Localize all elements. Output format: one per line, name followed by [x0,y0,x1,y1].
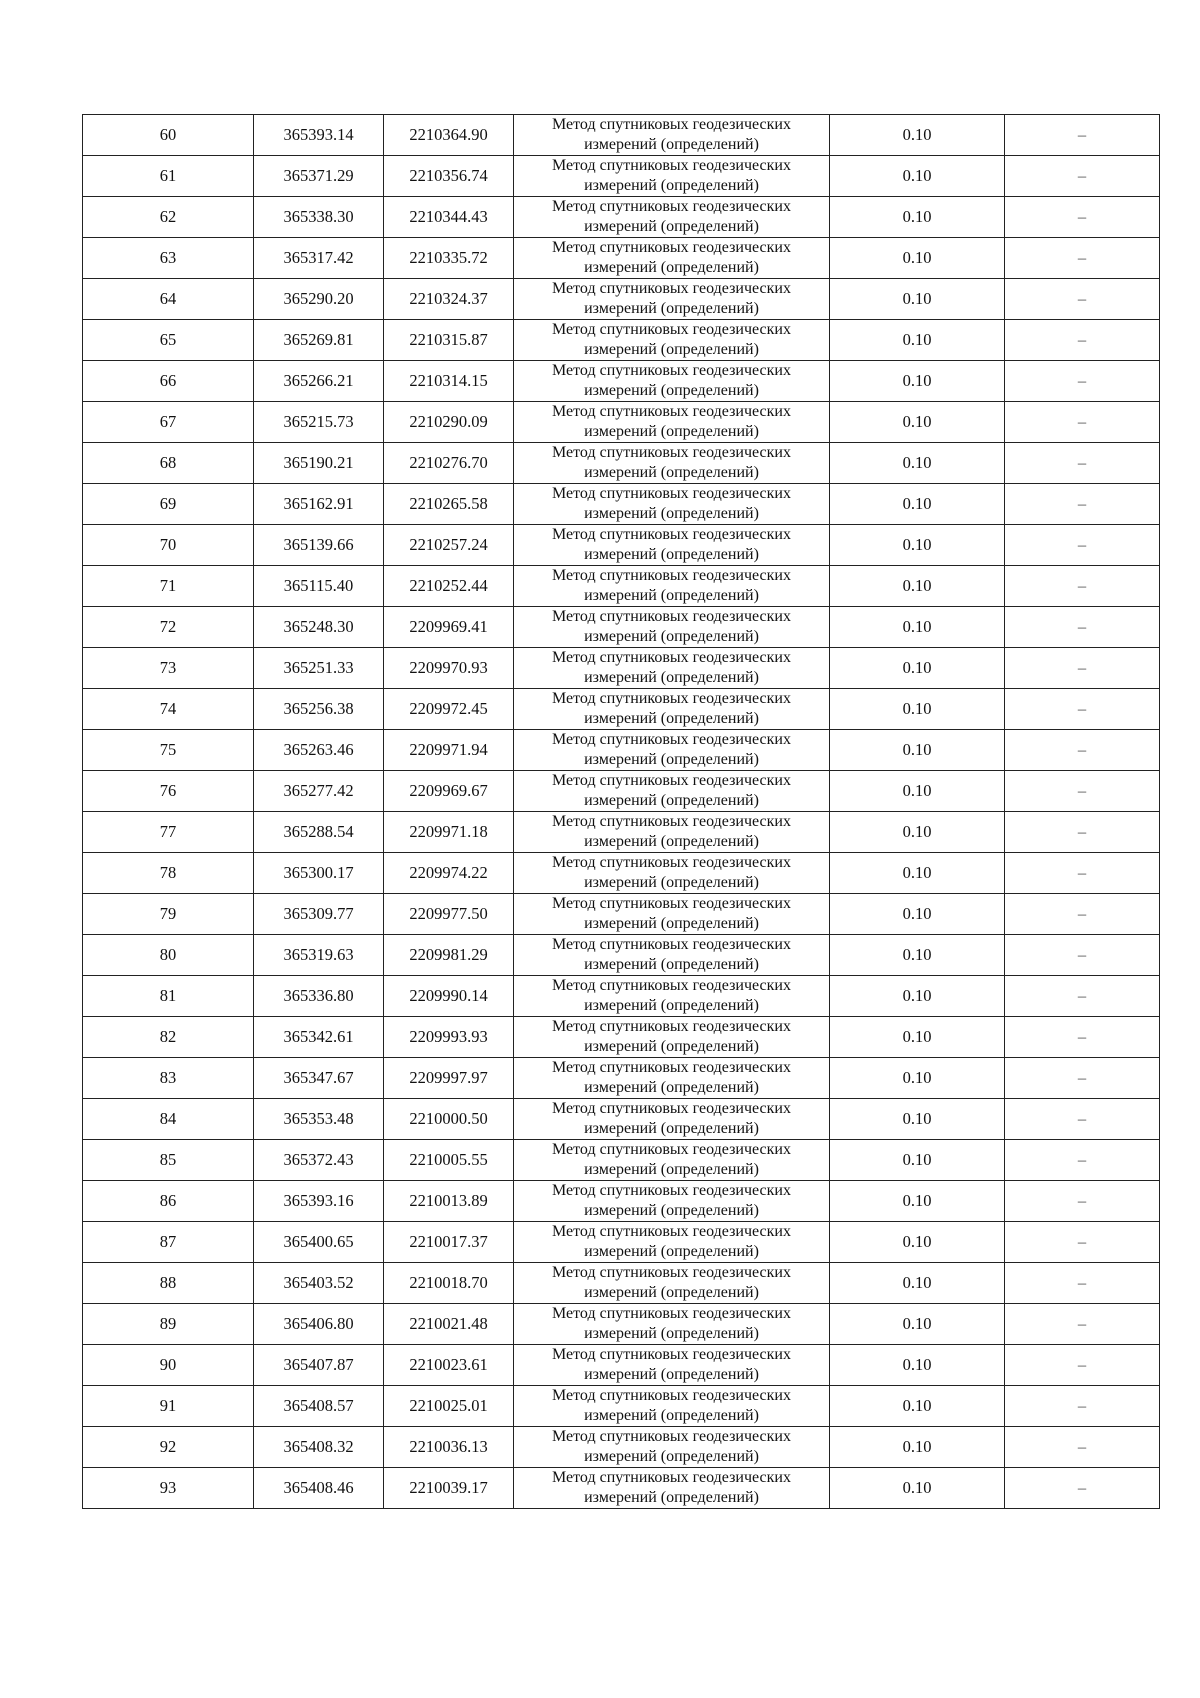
table-row [83,1345,1160,1386]
point-number-cell: 90 [83,1345,254,1386]
x-coordinate-cell: 365393.16 [254,1181,384,1222]
method-cell: Метод спутниковых геодезических измерений (определений) [514,771,830,812]
table-row [83,1386,1160,1427]
note-cell: – [1005,525,1160,566]
table-row [83,607,1160,648]
point-number-cell: 80 [83,935,254,976]
point-number-cell: 88 [83,1263,254,1304]
y-coordinate-cell: 2210364.90 [384,115,514,156]
point-number-cell: 62 [83,197,254,238]
method-cell: Метод спутниковых геодезических измерений (определений) [514,156,830,197]
point-number-cell: 92 [83,1427,254,1468]
accuracy-cell: 0.10 [830,484,1005,525]
method-cell: Метод спутниковых геодезических измерений (определений) [514,484,830,525]
method-cell: Метод спутниковых геодезических измерений (определений) [514,730,830,771]
note-cell: – [1005,1345,1160,1386]
method-cell: Метод спутниковых геодезических измерений (определений) [514,1468,830,1509]
accuracy-cell: 0.10 [830,1304,1005,1345]
x-coordinate-cell: 365408.46 [254,1468,384,1509]
y-coordinate-cell: 2210314.15 [384,361,514,402]
point-number-cell: 83 [83,1058,254,1099]
table-row [83,484,1160,525]
y-coordinate-cell: 2210039.17 [384,1468,514,1509]
table-row [83,812,1160,853]
method-cell: Метод спутниковых геодезических измерений (определений) [514,566,830,607]
note-cell: – [1005,1099,1160,1140]
accuracy-cell: 0.10 [830,156,1005,197]
note-cell: – [1005,279,1160,320]
point-number-cell: 86 [83,1181,254,1222]
y-coordinate-cell: 2210023.61 [384,1345,514,1386]
point-number-cell: 72 [83,607,254,648]
note-cell: – [1005,156,1160,197]
method-cell: Метод спутниковых геодезических измерений (определений) [514,320,830,361]
table-row [83,115,1160,156]
y-coordinate-cell: 2209971.18 [384,812,514,853]
note-cell: – [1005,320,1160,361]
method-cell: Метод спутниковых геодезических измерений (определений) [514,894,830,935]
x-coordinate-cell: 365309.77 [254,894,384,935]
y-coordinate-cell: 2210344.43 [384,197,514,238]
y-coordinate-cell: 2210018.70 [384,1263,514,1304]
method-cell: Метод спутниковых геодезических измерений (определений) [514,935,830,976]
accuracy-cell: 0.10 [830,1140,1005,1181]
x-coordinate-cell: 365215.73 [254,402,384,443]
table-row [83,1017,1160,1058]
accuracy-cell: 0.10 [830,976,1005,1017]
x-coordinate-cell: 365338.30 [254,197,384,238]
note-cell: – [1005,361,1160,402]
accuracy-cell: 0.10 [830,771,1005,812]
method-cell: Метод спутниковых геодезических измерений (определений) [514,1222,830,1263]
point-number-cell: 76 [83,771,254,812]
point-number-cell: 79 [83,894,254,935]
accuracy-cell: 0.10 [830,1058,1005,1099]
accuracy-cell: 0.10 [830,1386,1005,1427]
point-number-cell: 91 [83,1386,254,1427]
table-row [83,238,1160,279]
y-coordinate-cell: 2209970.93 [384,648,514,689]
method-cell: Метод спутниковых геодезических измерений (определений) [514,648,830,689]
accuracy-cell: 0.10 [830,197,1005,238]
point-number-cell: 73 [83,648,254,689]
method-cell: Метод спутниковых геодезических измерений (определений) [514,115,830,156]
note-cell: – [1005,443,1160,484]
method-cell: Метод спутниковых геодезических измерений (определений) [514,1017,830,1058]
y-coordinate-cell: 2209969.67 [384,771,514,812]
method-cell: Метод спутниковых геодезических измерений (определений) [514,1427,830,1468]
x-coordinate-cell: 365290.20 [254,279,384,320]
method-cell: Метод спутниковых геодезических измерений (определений) [514,853,830,894]
note-cell: – [1005,1386,1160,1427]
table-row [83,771,1160,812]
coordinates-table [82,114,1160,1509]
table-row [83,853,1160,894]
accuracy-cell: 0.10 [830,894,1005,935]
y-coordinate-cell: 2209974.22 [384,853,514,894]
table-row [83,1181,1160,1222]
x-coordinate-cell: 365336.80 [254,976,384,1017]
table-row [83,1263,1160,1304]
note-cell: – [1005,1304,1160,1345]
x-coordinate-cell: 365342.61 [254,1017,384,1058]
note-cell: – [1005,115,1160,156]
x-coordinate-cell: 365263.46 [254,730,384,771]
y-coordinate-cell: 2210315.87 [384,320,514,361]
table-row [83,648,1160,689]
accuracy-cell: 0.10 [830,1017,1005,1058]
y-coordinate-cell: 2209993.93 [384,1017,514,1058]
note-cell: – [1005,853,1160,894]
table-row [83,1140,1160,1181]
method-cell: Метод спутниковых геодезических измерений (определений) [514,976,830,1017]
accuracy-cell: 0.10 [830,320,1005,361]
method-cell: Метод спутниковых геодезических измерений (определений) [514,402,830,443]
accuracy-cell: 0.10 [830,730,1005,771]
accuracy-cell: 0.10 [830,1427,1005,1468]
x-coordinate-cell: 365317.42 [254,238,384,279]
note-cell: – [1005,894,1160,935]
table-row [83,525,1160,566]
y-coordinate-cell: 2209977.50 [384,894,514,935]
y-coordinate-cell: 2210021.48 [384,1304,514,1345]
table-row [83,976,1160,1017]
accuracy-cell: 0.10 [830,607,1005,648]
point-number-cell: 64 [83,279,254,320]
accuracy-cell: 0.10 [830,566,1005,607]
table-row [83,1058,1160,1099]
point-number-cell: 69 [83,484,254,525]
x-coordinate-cell: 365288.54 [254,812,384,853]
y-coordinate-cell: 2209981.29 [384,935,514,976]
point-number-cell: 85 [83,1140,254,1181]
accuracy-cell: 0.10 [830,1099,1005,1140]
point-number-cell: 87 [83,1222,254,1263]
x-coordinate-cell: 365393.14 [254,115,384,156]
point-number-cell: 63 [83,238,254,279]
note-cell: – [1005,689,1160,730]
accuracy-cell: 0.10 [830,648,1005,689]
point-number-cell: 75 [83,730,254,771]
accuracy-cell: 0.10 [830,361,1005,402]
table-row [83,279,1160,320]
note-cell: – [1005,1263,1160,1304]
accuracy-cell: 0.10 [830,1181,1005,1222]
accuracy-cell: 0.10 [830,525,1005,566]
x-coordinate-cell: 365403.52 [254,1263,384,1304]
note-cell: – [1005,1468,1160,1509]
table-row [83,361,1160,402]
method-cell: Метод спутниковых геодезических измерений (определений) [514,279,830,320]
y-coordinate-cell: 2209972.45 [384,689,514,730]
point-number-cell: 84 [83,1099,254,1140]
table-row [83,1468,1160,1509]
table-row [83,730,1160,771]
point-number-cell: 89 [83,1304,254,1345]
note-cell: – [1005,812,1160,853]
note-cell: – [1005,607,1160,648]
accuracy-cell: 0.10 [830,443,1005,484]
note-cell: – [1005,197,1160,238]
table-row [83,894,1160,935]
x-coordinate-cell: 365251.33 [254,648,384,689]
x-coordinate-cell: 365372.43 [254,1140,384,1181]
method-cell: Метод спутниковых геодезических измерений (определений) [514,689,830,730]
note-cell: – [1005,648,1160,689]
point-number-cell: 78 [83,853,254,894]
accuracy-cell: 0.10 [830,1468,1005,1509]
y-coordinate-cell: 2209997.97 [384,1058,514,1099]
note-cell: – [1005,935,1160,976]
table-row [83,156,1160,197]
method-cell: Метод спутниковых геодезических измерений (определений) [514,1058,830,1099]
note-cell: – [1005,1181,1160,1222]
point-number-cell: 81 [83,976,254,1017]
accuracy-cell: 0.10 [830,1263,1005,1304]
method-cell: Метод спутниковых геодезических измерений (определений) [514,443,830,484]
x-coordinate-cell: 365139.66 [254,525,384,566]
point-number-cell: 60 [83,115,254,156]
accuracy-cell: 0.10 [830,402,1005,443]
y-coordinate-cell: 2210356.74 [384,156,514,197]
accuracy-cell: 0.10 [830,1222,1005,1263]
point-number-cell: 70 [83,525,254,566]
point-number-cell: 61 [83,156,254,197]
point-number-cell: 93 [83,1468,254,1509]
y-coordinate-cell: 2210036.13 [384,1427,514,1468]
table-row [83,443,1160,484]
note-cell: – [1005,976,1160,1017]
x-coordinate-cell: 365353.48 [254,1099,384,1140]
accuracy-cell: 0.10 [830,279,1005,320]
x-coordinate-cell: 365407.87 [254,1345,384,1386]
point-number-cell: 82 [83,1017,254,1058]
table-row [83,689,1160,730]
accuracy-cell: 0.10 [830,115,1005,156]
y-coordinate-cell: 2210252.44 [384,566,514,607]
x-coordinate-cell: 365300.17 [254,853,384,894]
accuracy-cell: 0.10 [830,935,1005,976]
x-coordinate-cell: 365269.81 [254,320,384,361]
y-coordinate-cell: 2210013.89 [384,1181,514,1222]
y-coordinate-cell: 2210290.09 [384,402,514,443]
y-coordinate-cell: 2210025.01 [384,1386,514,1427]
y-coordinate-cell: 2209969.41 [384,607,514,648]
method-cell: Метод спутниковых геодезических измерений (определений) [514,607,830,648]
x-coordinate-cell: 365115.40 [254,566,384,607]
note-cell: – [1005,1427,1160,1468]
x-coordinate-cell: 365408.57 [254,1386,384,1427]
y-coordinate-cell: 2209971.94 [384,730,514,771]
method-cell: Метод спутниковых геодезических измерений (определений) [514,238,830,279]
table-row [83,935,1160,976]
y-coordinate-cell: 2210017.37 [384,1222,514,1263]
accuracy-cell: 0.10 [830,853,1005,894]
point-number-cell: 68 [83,443,254,484]
point-number-cell: 71 [83,566,254,607]
note-cell: – [1005,402,1160,443]
x-coordinate-cell: 365248.30 [254,607,384,648]
y-coordinate-cell: 2210005.55 [384,1140,514,1181]
y-coordinate-cell: 2210257.24 [384,525,514,566]
note-cell: – [1005,238,1160,279]
y-coordinate-cell: 2210324.37 [384,279,514,320]
y-coordinate-cell: 2210000.50 [384,1099,514,1140]
accuracy-cell: 0.10 [830,689,1005,730]
y-coordinate-cell: 2210265.58 [384,484,514,525]
x-coordinate-cell: 365371.29 [254,156,384,197]
x-coordinate-cell: 365266.21 [254,361,384,402]
accuracy-cell: 0.10 [830,812,1005,853]
x-coordinate-cell: 365408.32 [254,1427,384,1468]
method-cell: Метод спутниковых геодезических измерений (определений) [514,1263,830,1304]
x-coordinate-cell: 365256.38 [254,689,384,730]
table-row [83,1099,1160,1140]
table-row [83,1427,1160,1468]
y-coordinate-cell: 2210335.72 [384,238,514,279]
table-row [83,197,1160,238]
method-cell: Метод спутниковых геодезических измерений (определений) [514,1386,830,1427]
x-coordinate-cell: 365277.42 [254,771,384,812]
note-cell: – [1005,730,1160,771]
note-cell: – [1005,1058,1160,1099]
point-number-cell: 65 [83,320,254,361]
note-cell: – [1005,1017,1160,1058]
method-cell: Метод спутниковых геодезических измерений (определений) [514,812,830,853]
note-cell: – [1005,771,1160,812]
note-cell: – [1005,1140,1160,1181]
table-row [83,1222,1160,1263]
point-number-cell: 67 [83,402,254,443]
y-coordinate-cell: 2209990.14 [384,976,514,1017]
method-cell: Метод спутниковых геодезических измерений (определений) [514,1304,830,1345]
table-row [83,566,1160,607]
x-coordinate-cell: 365319.63 [254,935,384,976]
x-coordinate-cell: 365347.67 [254,1058,384,1099]
point-number-cell: 74 [83,689,254,730]
point-number-cell: 66 [83,361,254,402]
method-cell: Метод спутниковых геодезических измерений (определений) [514,361,830,402]
method-cell: Метод спутниковых геодезических измерений (определений) [514,525,830,566]
x-coordinate-cell: 365400.65 [254,1222,384,1263]
method-cell: Метод спутниковых геодезических измерений (определений) [514,1345,830,1386]
y-coordinate-cell: 2210276.70 [384,443,514,484]
table-row [83,1304,1160,1345]
method-cell: Метод спутниковых геодезических измерений (определений) [514,197,830,238]
table-row [83,402,1160,443]
method-cell: Метод спутниковых геодезических измерений (определений) [514,1099,830,1140]
point-number-cell: 77 [83,812,254,853]
coordinates-table-body [83,115,1160,1509]
x-coordinate-cell: 365406.80 [254,1304,384,1345]
note-cell: – [1005,566,1160,607]
x-coordinate-cell: 365162.91 [254,484,384,525]
note-cell: – [1005,1222,1160,1263]
accuracy-cell: 0.10 [830,1345,1005,1386]
method-cell: Метод спутниковых геодезических измерений (определений) [514,1181,830,1222]
x-coordinate-cell: 365190.21 [254,443,384,484]
note-cell: – [1005,484,1160,525]
table-row [83,320,1160,361]
accuracy-cell: 0.10 [830,238,1005,279]
method-cell: Метод спутниковых геодезических измерений (определений) [514,1140,830,1181]
